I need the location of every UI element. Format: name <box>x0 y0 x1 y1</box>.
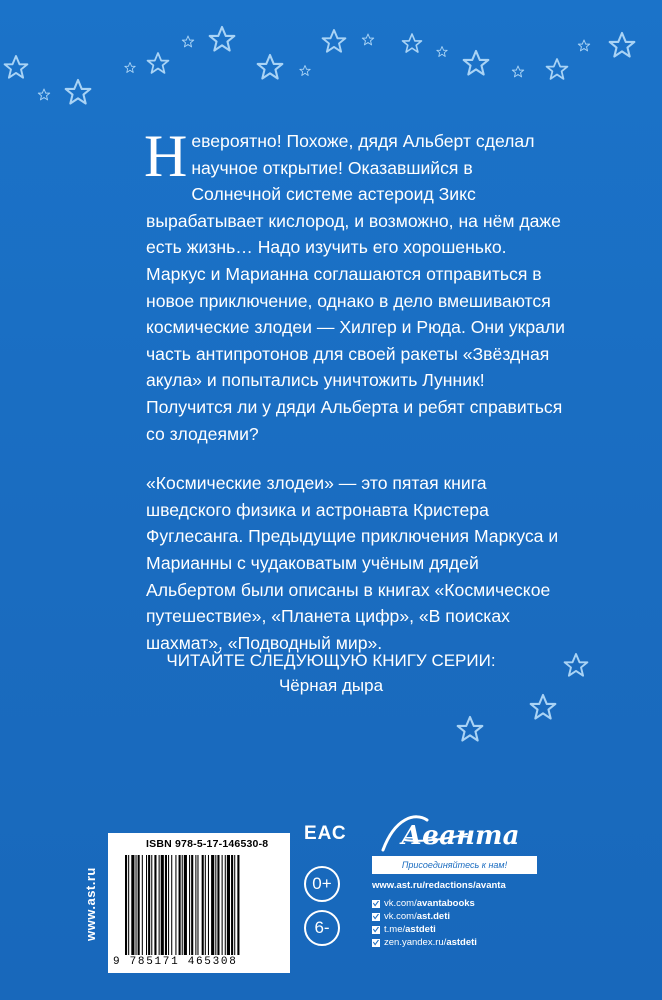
eac-mark: ЕАС <box>304 823 347 844</box>
barcode-bar <box>168 855 169 955</box>
barcode-bar <box>215 855 216 955</box>
social-link-handle: astdeti <box>405 924 436 935</box>
barcode-bar <box>154 855 156 955</box>
barcode-bar <box>138 855 140 955</box>
barcode-bar <box>159 855 160 955</box>
social-link[interactable] <box>372 923 477 936</box>
blurb-text <box>144 123 566 656</box>
check-icon <box>372 913 380 921</box>
join-banner: Присоединяйтесь к нам! <box>372 856 537 874</box>
publisher-logo <box>375 810 525 860</box>
barcode-bar <box>151 855 152 955</box>
blurb-paragraph-1-text: евероятно! Похоже, дядя Альберт сделал научное открытие! Оказавшийся в Солнечной системе астероид Зикс вырабатывает кислород, и возможно, на нём даже есть жизнь… Надо изучить его хорошенько. Маркус и Марианна соглашаются отправиться в новое приключение, однако в дело вмешиваются космические злодеи — Хилгер и Рюда. Они украли часть антипротонов для своей ракеты «Звёздная акула» и попытались уничтожить Лунник! Получится ли у дяди Альберта и ребят справиться со злодеями? <box>146 131 566 444</box>
next-book-label: ЧИТАЙТЕ СЛЕДУЮЩУЮ КНИГУ СЕРИИ: <box>166 651 496 670</box>
barcode-bar <box>182 855 183 955</box>
barcode-bar <box>191 855 193 955</box>
barcode-bar <box>179 855 181 955</box>
social-link-prefix: vk.com/ <box>384 911 417 922</box>
barcode-bar <box>234 855 235 955</box>
social-links <box>372 897 477 949</box>
barcode-bars <box>125 855 279 957</box>
social-link-handle: astdeti <box>446 937 477 948</box>
barcode-bar <box>131 855 134 955</box>
age-rating-badge: 0+ <box>304 866 340 902</box>
barcode-bar <box>128 855 129 955</box>
barcode-bar <box>146 855 147 955</box>
isbn-text: ISBN 978-5-17-146530-8 <box>146 838 269 850</box>
age-rating-badge-secondary: 6- <box>304 910 340 946</box>
social-link[interactable] <box>372 897 477 910</box>
barcode-bar <box>171 855 172 955</box>
barcode-bar <box>165 855 167 955</box>
barcode-bar <box>225 855 226 955</box>
barcode-bar <box>184 855 187 955</box>
social-link[interactable] <box>372 936 477 949</box>
social-link[interactable] <box>372 910 477 923</box>
social-link-handle: avantabooks <box>416 898 475 909</box>
barcode-bar <box>231 855 233 955</box>
barcode-bar <box>142 855 143 955</box>
barcode-bar <box>222 855 223 955</box>
barcode-digits: 9 785171 465308 <box>113 956 238 968</box>
check-icon <box>372 926 380 934</box>
next-book-title: Чёрная дыра <box>278 676 384 695</box>
blurb-paragraph-1 <box>144 123 566 447</box>
barcode-bar <box>136 855 137 955</box>
check-icon <box>372 900 380 908</box>
next-book-block <box>0 648 662 698</box>
barcode-bar <box>208 855 209 955</box>
publisher-site[interactable]: www.ast.ru/redactions/avanta <box>372 880 506 891</box>
barcode-bar <box>148 855 150 955</box>
star-icon-group-top <box>5 27 635 104</box>
check-icon <box>372 939 380 947</box>
barcode-bar <box>125 855 127 955</box>
barcode-bar <box>227 855 230 955</box>
social-link-handle: ast.deti <box>416 911 450 922</box>
social-link-prefix: zen.yandex.ru/ <box>384 937 447 948</box>
barcode-bar <box>217 855 219 955</box>
blurb-paragraph-2: «Космические злодеи» — это пятая книга шведского физика и астронавта Кристера Фуглесанга. Предыдущие приключения Маркуса и Марианны с чудаковатым учёным дядей Альбертом были описаны в книгах «Космическое путешествие», «Планета цифр», «В поисках шахмат», «Подводный мир». <box>146 473 559 653</box>
barcode-bar <box>175 855 176 955</box>
publisher-logo-text: Аванта <box>401 821 520 851</box>
side-url: www.ast.ru <box>83 867 98 942</box>
social-link-prefix: t.me/ <box>384 924 406 935</box>
barcode-bar <box>161 855 164 955</box>
social-link-prefix: vk.com/ <box>384 898 417 909</box>
barcode-bar <box>189 855 190 955</box>
barcode-bar <box>237 855 239 955</box>
barcode-bar <box>202 855 204 955</box>
barcode-bar <box>205 855 206 955</box>
barcode-bar <box>195 855 196 955</box>
barcode-bar <box>211 855 214 955</box>
barcode-bar <box>197 855 198 955</box>
drop-cap: Н <box>144 123 188 189</box>
